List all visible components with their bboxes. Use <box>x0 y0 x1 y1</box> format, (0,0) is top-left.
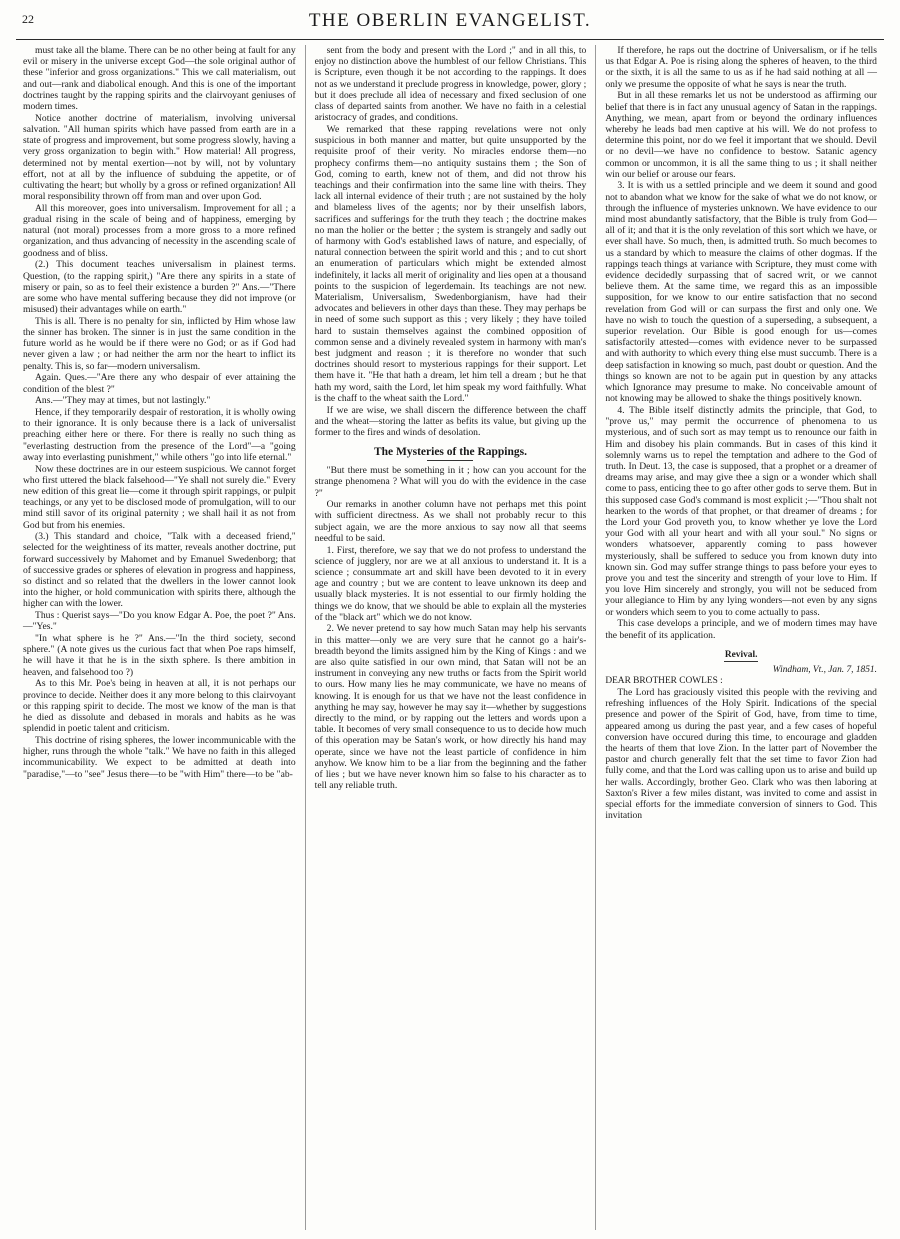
body-paragraph: (2.) This document teaches universalism in plainest terms. Question, (to the rapping spirit,) "Are there any spirits in a state of misery or pain, so as to feel their existence a burden ?" Ans.—"There are some who have mental suffering because they did not improve (or misused) their advantages while on earth." <box>23 259 296 316</box>
body-paragraph: As to this Mr. Poe's being in heaven at all, it is not perhaps our province to decide. Neither does it any more belong to this clairvoyant or this rapping spirit to decide. The most we know of the man is that he died as dissolute and debased in morals and habits as he was splendid in poetic talent and criticism. <box>23 678 296 735</box>
body-paragraph: "In what sphere is he ?" Ans.—"In the third society, second sphere." (A note gives us the curious fact that when Poe raps himself, he will have it that he is in the sixth sphere. Is there ambition in heaven, and falsehood too ?) <box>23 633 296 678</box>
body-paragraph: Our remarks in another column have not perhaps met this point with sufficient directness. As we shall not probably recur to this subject again, we are the more anxious to say now all that seems needful to be said. <box>314 499 587 544</box>
body-paragraph: 3. It is with us a settled principle and we deem it sound and good not to abandon what we know for the sake of what we do not know, or through the influence of mysteries unknown. We have evidence to our mind most abundantly satisfactory, that the Bible is truly from God—all of it; and that it is the only revelation of this sort which we have, or ever shall have. So much, then, is admitted truth. So much becomes to us a standard by which to measure the claims of other dogmas. If the rappings teach things at variance with Scripture, they must come with evidence decidedly surpassing that of sacred writ, or we cannot believe them. At the same time, we regard this as an impossible supposition, for we know to our entire satisfaction that no second revelation from God will or can surpass the first and only one. We have no wish to touch the question of a superseding, a subsequent, a superior revelation. Our Bible is good enough for us—comes satisfactorily attested—comes with evidence never to be surpassed and with authority to which every thing else must succumb. There is a deep satisfaction in knowing so much, past doubt or question. And the things so known are not to be again put in question by any attacks which Ignorance may presume to make. No conceivable amount of not knowing may be allowed to shake the things positively known. <box>605 180 877 405</box>
section-heading-rule <box>427 460 473 461</box>
article-heading-rule <box>724 661 758 662</box>
section-heading: The Mysteries of the Rappings. <box>373 446 527 459</box>
body-paragraph: This is all. There is no penalty for sin, inflicted by Him whose law the sinner has broken. The sinner is in just the same condition in the future world as he would be if there were no God; or as if God had never given a law ; or had neither the arm nor the heart to inflict its penalty. This is, so far—modern universalism. <box>23 315 296 372</box>
body-paragraph: sent from the body and present with the Lord ;" and in all this, to enjoy no distinction above the humblest of our fellow Christians. This is Scripture, even though it be not according to the rappings. It does not as we understand it preclude progress in knowledge, power, glory ; but it does preclude all idea of necessary and fixed seclusion of one class of departed saints from another. We have no faith in a celestial aristocracy of grades, and conditions. <box>314 45 587 124</box>
body-paragraph: Ans.—"They may at times, but not lastingly." <box>35 395 211 407</box>
text-column-3 <box>595 45 886 1230</box>
body-paragraph: Now these doctrines are in our esteem suspicious. We cannot forget who first uttered the black falsehood—"Ye shall not surely die." Every new edition of this great lie—come it through spirit rappings, or pulpit teachings, or any yet to be disclosed mode of promulgation, will to our mind still savor of its original paternity ; we shall hail it as not from God but from his enemies. <box>23 463 296 531</box>
body-paragraph: 4. The Bible itself distinctly admits the principle, that God, to "prove us," may permit the occurrence of phenomena to us mysterious, and of such sort as may tempt us to renounce our faith in Him and disobey his plain commands. But in cases of this kind it solemnly warns us to repel the temptation and adhere to the God of truth. In Deut. 13, the case is supposed, that a prophet or a dreamer of dreams may arise, and may give thee a sign or a wonder which shall come to pass, enticing thee to go after other gods to serve them. But in this supposed case God's command is most explicit ;—"Thou shalt not hearken to the words of that prophet, or that dreamer of dreams ; for the Lord your God proveth you, to know whether ye love the Lord your God with all your heart and with all your soul." No signs or wonders whatsoever, apparently coming to pass however mysteriously, shall be suffered to seduce you from known duty into known sin. God may suffer strange things to pass before your eyes to prove you and test the sincerity and strength of your love to Him. If you love Him sincerely and strongly, you will not be seduced from your allegiance to Him by any lying wonders—not even by any signs or wonders which seem to you to come actually to pass. <box>605 405 877 618</box>
body-paragraph: "But there must be something in it ; how can you account for the strange phenomena ? What will you do with the evidence in the case ?" <box>314 465 587 499</box>
body-paragraph: must take all the blame. There can be no other being at fault for any evil or misery in the universe except God—the sole original author of these "inferior and gross organizations." This we call materialism, out and out—rank and diabolical enough. And this is one of the important doctrines taught by the rapping spirits and the clairvoyant geniuses of modern times. <box>23 45 296 113</box>
page-number: 22 <box>22 12 34 26</box>
body-paragraph: Thus : Querist says—"Do you know Edgar A. Poe, the poet ?" Ans.—"Yes." <box>23 610 296 633</box>
text-column-1 <box>14 45 305 1230</box>
column-container <box>14 45 886 1230</box>
body-paragraph: This case develops a principle, and we of modern times may have the benefit of its application. <box>605 618 877 641</box>
text-column-2 <box>305 45 596 1230</box>
dateline: Windham, Vt., Jan. 7, 1851. <box>772 664 877 675</box>
body-paragraph: Notice another doctrine of materialism, involving universal salvation. "All human spirits which have passed from earth are in a state of progress and improvement, but some progress slowly, having a very gross organization to begin with." How material! All progress, determined not by mental exertion—not by will, not by voluntary effort, not at all by the influence of subduing the appetite, or of cultivating the heart; but wholly by a gross or refined organization! All moral responsibility thrown off from man and over upon God. <box>23 112 296 203</box>
body-paragraph: This doctrine of rising spheres, the lower incommunicable with the higher, runs through the whole "talk." We have no faith in this alleged incommunicability. We expect to be admitted at death into "paradise,"—to "see" Jesus there—to be "with Him" there—to be "ab- <box>23 734 296 780</box>
body-paragraph: 1. First, therefore, we say that we do not profess to understand the science of jugglery, nor are we at all anxious to understand it. It is a science ; consummate art and skill have been devoted to it in every age and country ; but we are content to leave unknown its deep and usually black mysteries. It is not essential to our firmly holding the things we do know, that we should be able to explain all the mysteries of the "black art" which we do not know. <box>314 544 587 623</box>
body-paragraph: (3.) This standard and choice, "Talk with a deceased friend," selected for the weightiness of its matter, reveals another doctrine, put forward successively by Mahomet and by Emanuel Swedenborg; that of successive grades or spheres of elevation in progress and happiness, so distinct and so related that the dwellers in the lower cannot look into the higher, or hold communication with spirits there, although the higher can with the lower. <box>23 531 296 610</box>
body-paragraph: Again. Ques.—"Are there any who despair of ever attaining the condition of the blest ?" <box>23 372 296 395</box>
body-paragraph: If we are wise, we shall discern the difference between the chaff and the wheat—storing the latter as befits its value, but giving up the former to the fires and winds of desolation. <box>314 404 587 438</box>
masthead <box>14 10 886 36</box>
body-paragraph: The Lord has graciously visited this people with the reviving and refreshing influences of the Holy Spirit. Indications of the special presence and power of the Spirit of God, have, from time to time, appeared among us during the past year, and a few cases of hopeful conversion have occured during this time, to encourage and gladden the hearts of them that love Zion. In the latter part of November the pastor and church generally felt that the set time to favor Zion had fully come, and that the Lord was calling upon us to arise and build up her walls. Accordingly, brother Geo. Clark who was then laboring at Saxton's River a few miles distant, was invited to come and assist in special efforts for the immediate conversion of sinners to God. This invitation <box>605 686 877 822</box>
body-paragraph: All this moreover, goes into universalism. Improvement for all ; a gradual rising in the scale of being and of happiness, emerging by natural (not moral) processes from a more gross to a more refined organization, and thus advancing of necessity in the ascending scale of goodness and of bliss. <box>23 202 296 259</box>
body-paragraph: If therefore, he raps out the doctrine of Universalism, or if he tells us that Edgar A. Poe is rising along the spheres of heaven, to the third or the sixth, it is all the same to us as if he had said nothing at all —only we presume the opposite of what he says is near the truth. <box>605 45 877 90</box>
body-paragraph: 2. We never pretend to say how much Satan may help his servants in this matter—only we are very sure that he cannot go a hair's-breadth beyond the limits assigned him by the King of Kings : and we are also quite satisfied in our own mind, that Satan will not be an instrument in conveying any new truths or facts from the Spirit world to ours. How many lies he may communicate, we have no means of knowing. It is enough for us that we have not the least confidence in anything he may say, however he may say it—whether by suggestions directly to the mind, or by rapping out the letters and words upon a table. It becomes of very small consequence to us to decide how much of this operation may be Satan's work, or how directly his hand may operate, since we have not the least particle of confidence in him anyhow. We know him to be a liar from the beginning and the father of lies ; but we have never known him so false to his character as to tell any reliable truth. <box>314 623 587 792</box>
masthead-rule <box>16 39 884 40</box>
body-paragraph: Hence, if they temporarily despair of restoration, it is wholly owing to their ignorance. It is only because there is a lack of universalist preaching either here or there. For there is really no such thing as "everlasting destruction from the presence of the Lord"—a "going away into everlasting punishment," while others "go into life eternal." <box>23 407 296 463</box>
article-heading: Revival. <box>724 649 758 660</box>
letter-salutation: DEAR BROTHER COWLES : <box>605 675 723 686</box>
body-paragraph: We remarked that these rapping revelations were not only suspicious in both manner and matter, but quite unsupported by the requisite proof of their verity. No miracles endorse them—no prophecy confirms them—no antiquity sustains them ; the Son of God, coming to earth, knew not of them, and did not throw his teachings and their confirmation into the same line with theirs. They lack all internal evidence of their truth ; are not sustained by the holy and blameless lives of the agents; nor by their unselfish labors, sacrifices and sufferings for the truth they teach ; the doctrine makes no man the holier or the better ; the system is strangely and sadly out of harmony with God's established laws of nature, and especially, of natural connection between the spirit world and this ; and to cut short an enumeration of particulars which might be extended almost indefinitely, it lacks all merit of originality and lies open at a thousand points to the suspicion of legerdemain. Its teachings are not new. Materialism, Universalism, Swedenborgianism, have had their advocates and believers in other days than these. They may perhaps be in need of some such support as this ; very likely ; they have toiled hard to sustain themselves against the combined opposition of common sense and a divinely revealed system in harmony with man's best judgment and reason ; it is therefore no wonder that such doctrines should resort to mysterious rappings for their support. Let them have it. "He that hath a dream, let him tell a dream ; but he that hath my word, saith the Lord, let him speak my word faithfully. What is the chaff to the wheat saith the Lord." <box>314 123 587 404</box>
masthead-title: THE OBERLIN EVANGELIST. <box>308 10 592 31</box>
body-paragraph: But in all these remarks let us not be understood as affirming our belief that there is in fact any unusual agency of Satan in the rappings. Anything, we mean, apart from or beyond the ordinary influences whereby he leads bad men captive at his will. We do not profess to determine this point, nor do we feel it important that we should. Devil or no devil—we have no confidence to bestow. Satanic agency common or uncommon, it is all the same thing to us ; it shall neither win our belief or arouse our fears. <box>605 90 877 180</box>
